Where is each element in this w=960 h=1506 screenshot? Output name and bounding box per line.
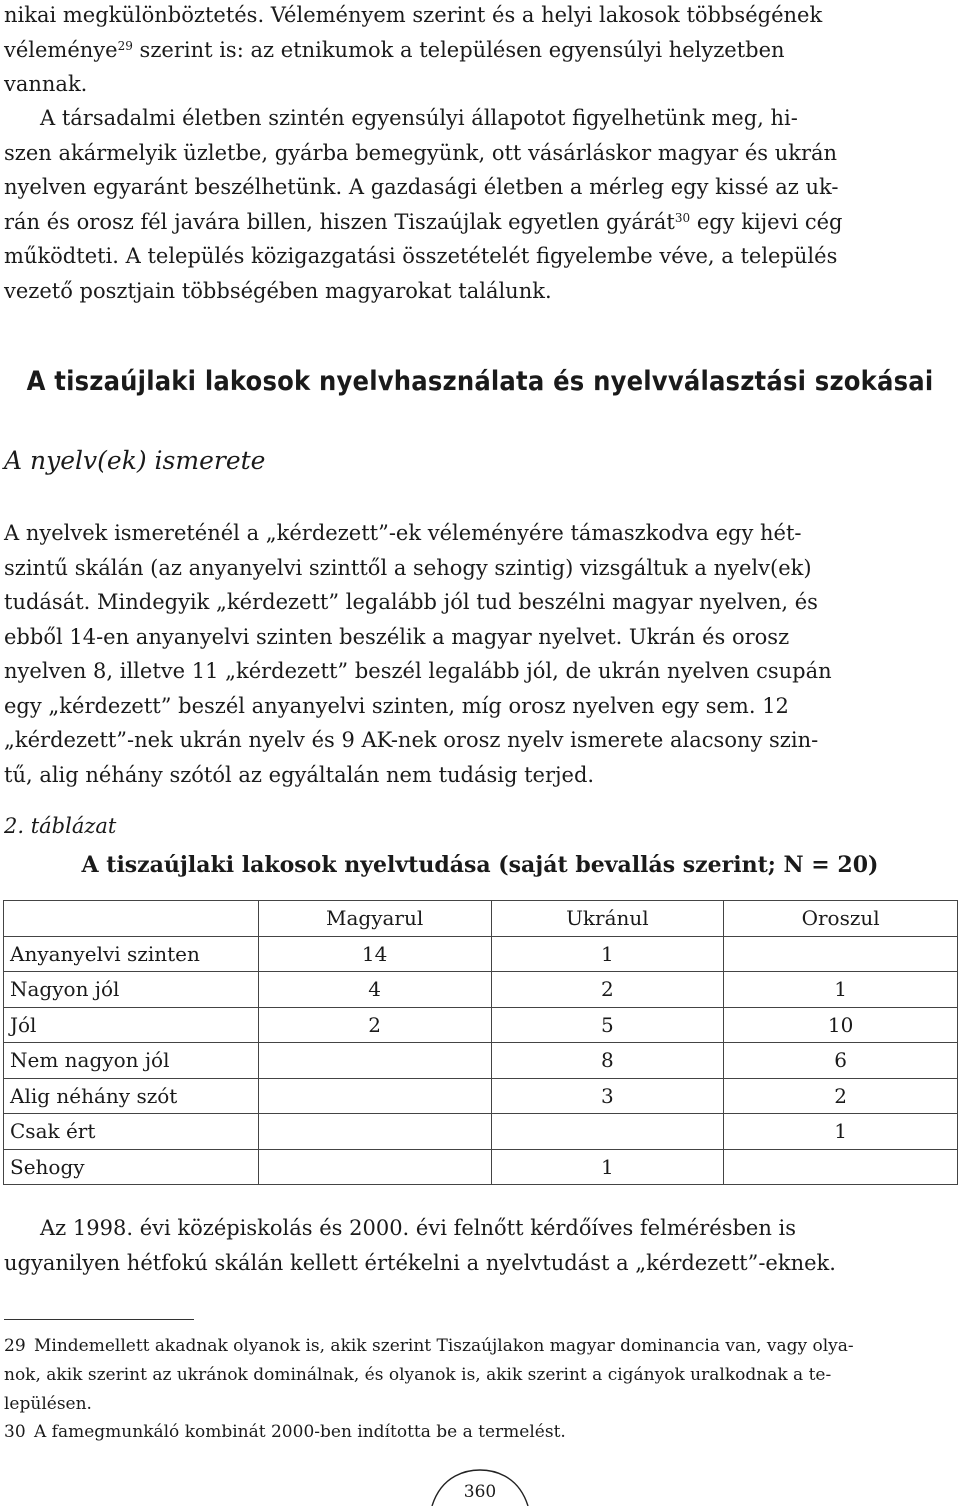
row-label: Alig néhány szót — [4, 1078, 259, 1114]
table-cell: 3 — [491, 1078, 724, 1114]
table-cell — [724, 936, 958, 972]
table-cell: 5 — [491, 1007, 724, 1043]
text-line: vezető posztjain többségében magyarokat találunk. — [4, 278, 552, 303]
table-row — [4, 1114, 958, 1150]
footnote-ref-29[interactable]: 29 — [117, 38, 133, 53]
footnote-line — [4, 1332, 956, 1361]
table-cell: 2 — [724, 1078, 958, 1114]
table-cell: 8 — [491, 1043, 724, 1079]
table-header-cell: Magyarul — [258, 901, 491, 937]
text-line: szintű skálán (az anyanyelvi szinttől a sehogy szintig) vizsgáltuk a nyelv(ek) — [4, 555, 812, 580]
text-line: tudását. Mindegyik „kérdezett” legalább jól tud beszélni magyar nyelven, és — [4, 590, 818, 614]
table-cell — [491, 1114, 724, 1150]
footnote-text: A famegmunkáló kombinát 2000-ben indította be a termelést. — [34, 1422, 566, 1442]
table-row — [4, 936, 958, 972]
text-line: Az 1998. évi középiskolás és 2000. évi felnőtt kérdőíves felmérésben is — [40, 1216, 797, 1240]
footnote-30 — [4, 1418, 956, 1447]
footnote-divider — [4, 1319, 194, 1320]
table-cell: 10 — [724, 1007, 958, 1043]
text-line: nikai megkülönböztetés. Véleményem szerint és a helyi lakosok többségének — [4, 3, 823, 27]
text-span: rán és orosz fél javára billen, hiszen Tiszaújlak egyetlen gyárát — [4, 209, 675, 234]
after-table-paragraph — [4, 1211, 956, 1280]
table-cell — [258, 1043, 491, 1079]
section-title: A tiszaújlaki lakosok nyelvhasználata és nyelvválasztási szokásai — [26, 366, 934, 397]
table-label: 2. táblázat — [4, 814, 117, 838]
table-cell: 14 — [258, 936, 491, 972]
table-cell: 2 — [491, 972, 724, 1008]
footnote-number: 30 — [4, 1422, 26, 1442]
text-line: nyelven egyaránt beszélhetünk. A gazdasági életben a mérleg egy kissé az uk- — [4, 175, 839, 199]
footnote-29 — [4, 1332, 956, 1419]
text-span: véleménye — [4, 37, 118, 62]
table-cell — [258, 1114, 491, 1150]
table-row — [4, 1149, 958, 1185]
row-label: Anyanyelvi szinten — [4, 936, 259, 972]
text-line: egy „kérdezett” beszél anyanyelvi szinten, míg orosz nyelven egy sem. 12 — [4, 693, 789, 718]
text-line: működteti. A település közigazgatási összetételét figyelembe véve, a település — [4, 244, 838, 268]
table-cell: 6 — [724, 1043, 958, 1079]
table-cell: 2 — [258, 1007, 491, 1043]
footnote-line — [4, 1418, 956, 1447]
intro-paragraph-2 — [4, 101, 956, 308]
table-row — [4, 972, 958, 1008]
table-title: A tiszaújlaki lakosok nyelvtudása (saját bevallás szerint; N = 20) — [81, 852, 879, 878]
footnote-number: 29 — [4, 1336, 26, 1356]
footnote-ref-30[interactable]: 30 — [674, 210, 691, 225]
table-cell: 1 — [724, 972, 958, 1008]
footnote-line: nok, akik szerint az ukránok dominálnak, és olyanok is, akik szerint a cigányok uralkodnak a te- — [4, 1365, 832, 1385]
table-header-cell: Ukránul — [491, 901, 724, 937]
text-line: tű, alig néhány szótól az egyáltalán nem tudásig terjed. — [4, 762, 595, 787]
text-line: „kérdezett”-nek ukrán nyelv és 9 AK-nek orosz nyelv ismerete alacsony szin- — [4, 728, 819, 752]
table-header-cell — [4, 901, 259, 937]
table-row — [4, 1043, 958, 1079]
body-paragraph — [4, 516, 956, 792]
text-line: A nyelvek ismereténél a „kérdezett”-ek véleményére támaszkodva egy hét- — [4, 521, 802, 545]
text-line: ebből 14-en anyanyelvi szinten beszélik a magyar nyelvet. Ukrán és orosz — [4, 624, 790, 649]
table-header-row — [4, 901, 958, 937]
row-label: Sehogy — [4, 1149, 259, 1185]
subsection-title: A nyelv(ek) ismerete — [4, 446, 266, 475]
text-line: szen akármelyik üzletbe, gyárba bemegyünk, ott vásárláskor magyar és ukrán — [4, 140, 838, 165]
table-cell: 1 — [491, 936, 724, 972]
table-cell: 1 — [724, 1114, 958, 1150]
text-line: nyelven 8, illetve 11 „kérdezett” beszél legalább jól, de ukrán nyelven csupán — [4, 659, 832, 683]
table-cell — [258, 1078, 491, 1114]
table-cell — [258, 1149, 491, 1185]
row-label: Csak ért — [4, 1114, 259, 1150]
row-label: Nagyon jól — [4, 972, 259, 1008]
text-line: A társadalmi életben szintén egyensúlyi állapotot figyelhetünk meg, hi- — [40, 106, 798, 130]
table-cell: 4 — [258, 972, 491, 1008]
text-line: vannak. — [4, 72, 88, 96]
table-cell: 1 — [491, 1149, 724, 1185]
table-header-cell: Oroszul — [724, 901, 958, 937]
text-line — [4, 205, 956, 240]
table-row — [4, 1078, 958, 1114]
table-row — [4, 1007, 958, 1043]
row-label: Jól — [4, 1007, 259, 1043]
text-span: egy kijevi cég — [690, 209, 843, 234]
row-label: Nem nagyon jól — [4, 1043, 259, 1079]
text-span: szerint is: az etnikumok a településen egyensúlyi helyzetben — [132, 37, 785, 62]
text-line — [4, 33, 956, 68]
table-cell — [724, 1149, 958, 1185]
page-number: 360 — [463, 1482, 497, 1502]
footnote-text: Mindemellett akadnak olyanok is, akik szerint Tiszaújlakon magyar dominancia van, vagy olya- — [34, 1336, 854, 1356]
intro-paragraph-1 — [4, 0, 956, 102]
language-knowledge-table — [3, 900, 958, 1185]
text-line: ugyanilyen hétfokú skálán kellett értékelni a nyelvtudást a „kérdezett”-eknek. — [4, 1250, 836, 1275]
footnote-line: lepülésen. — [4, 1394, 92, 1414]
